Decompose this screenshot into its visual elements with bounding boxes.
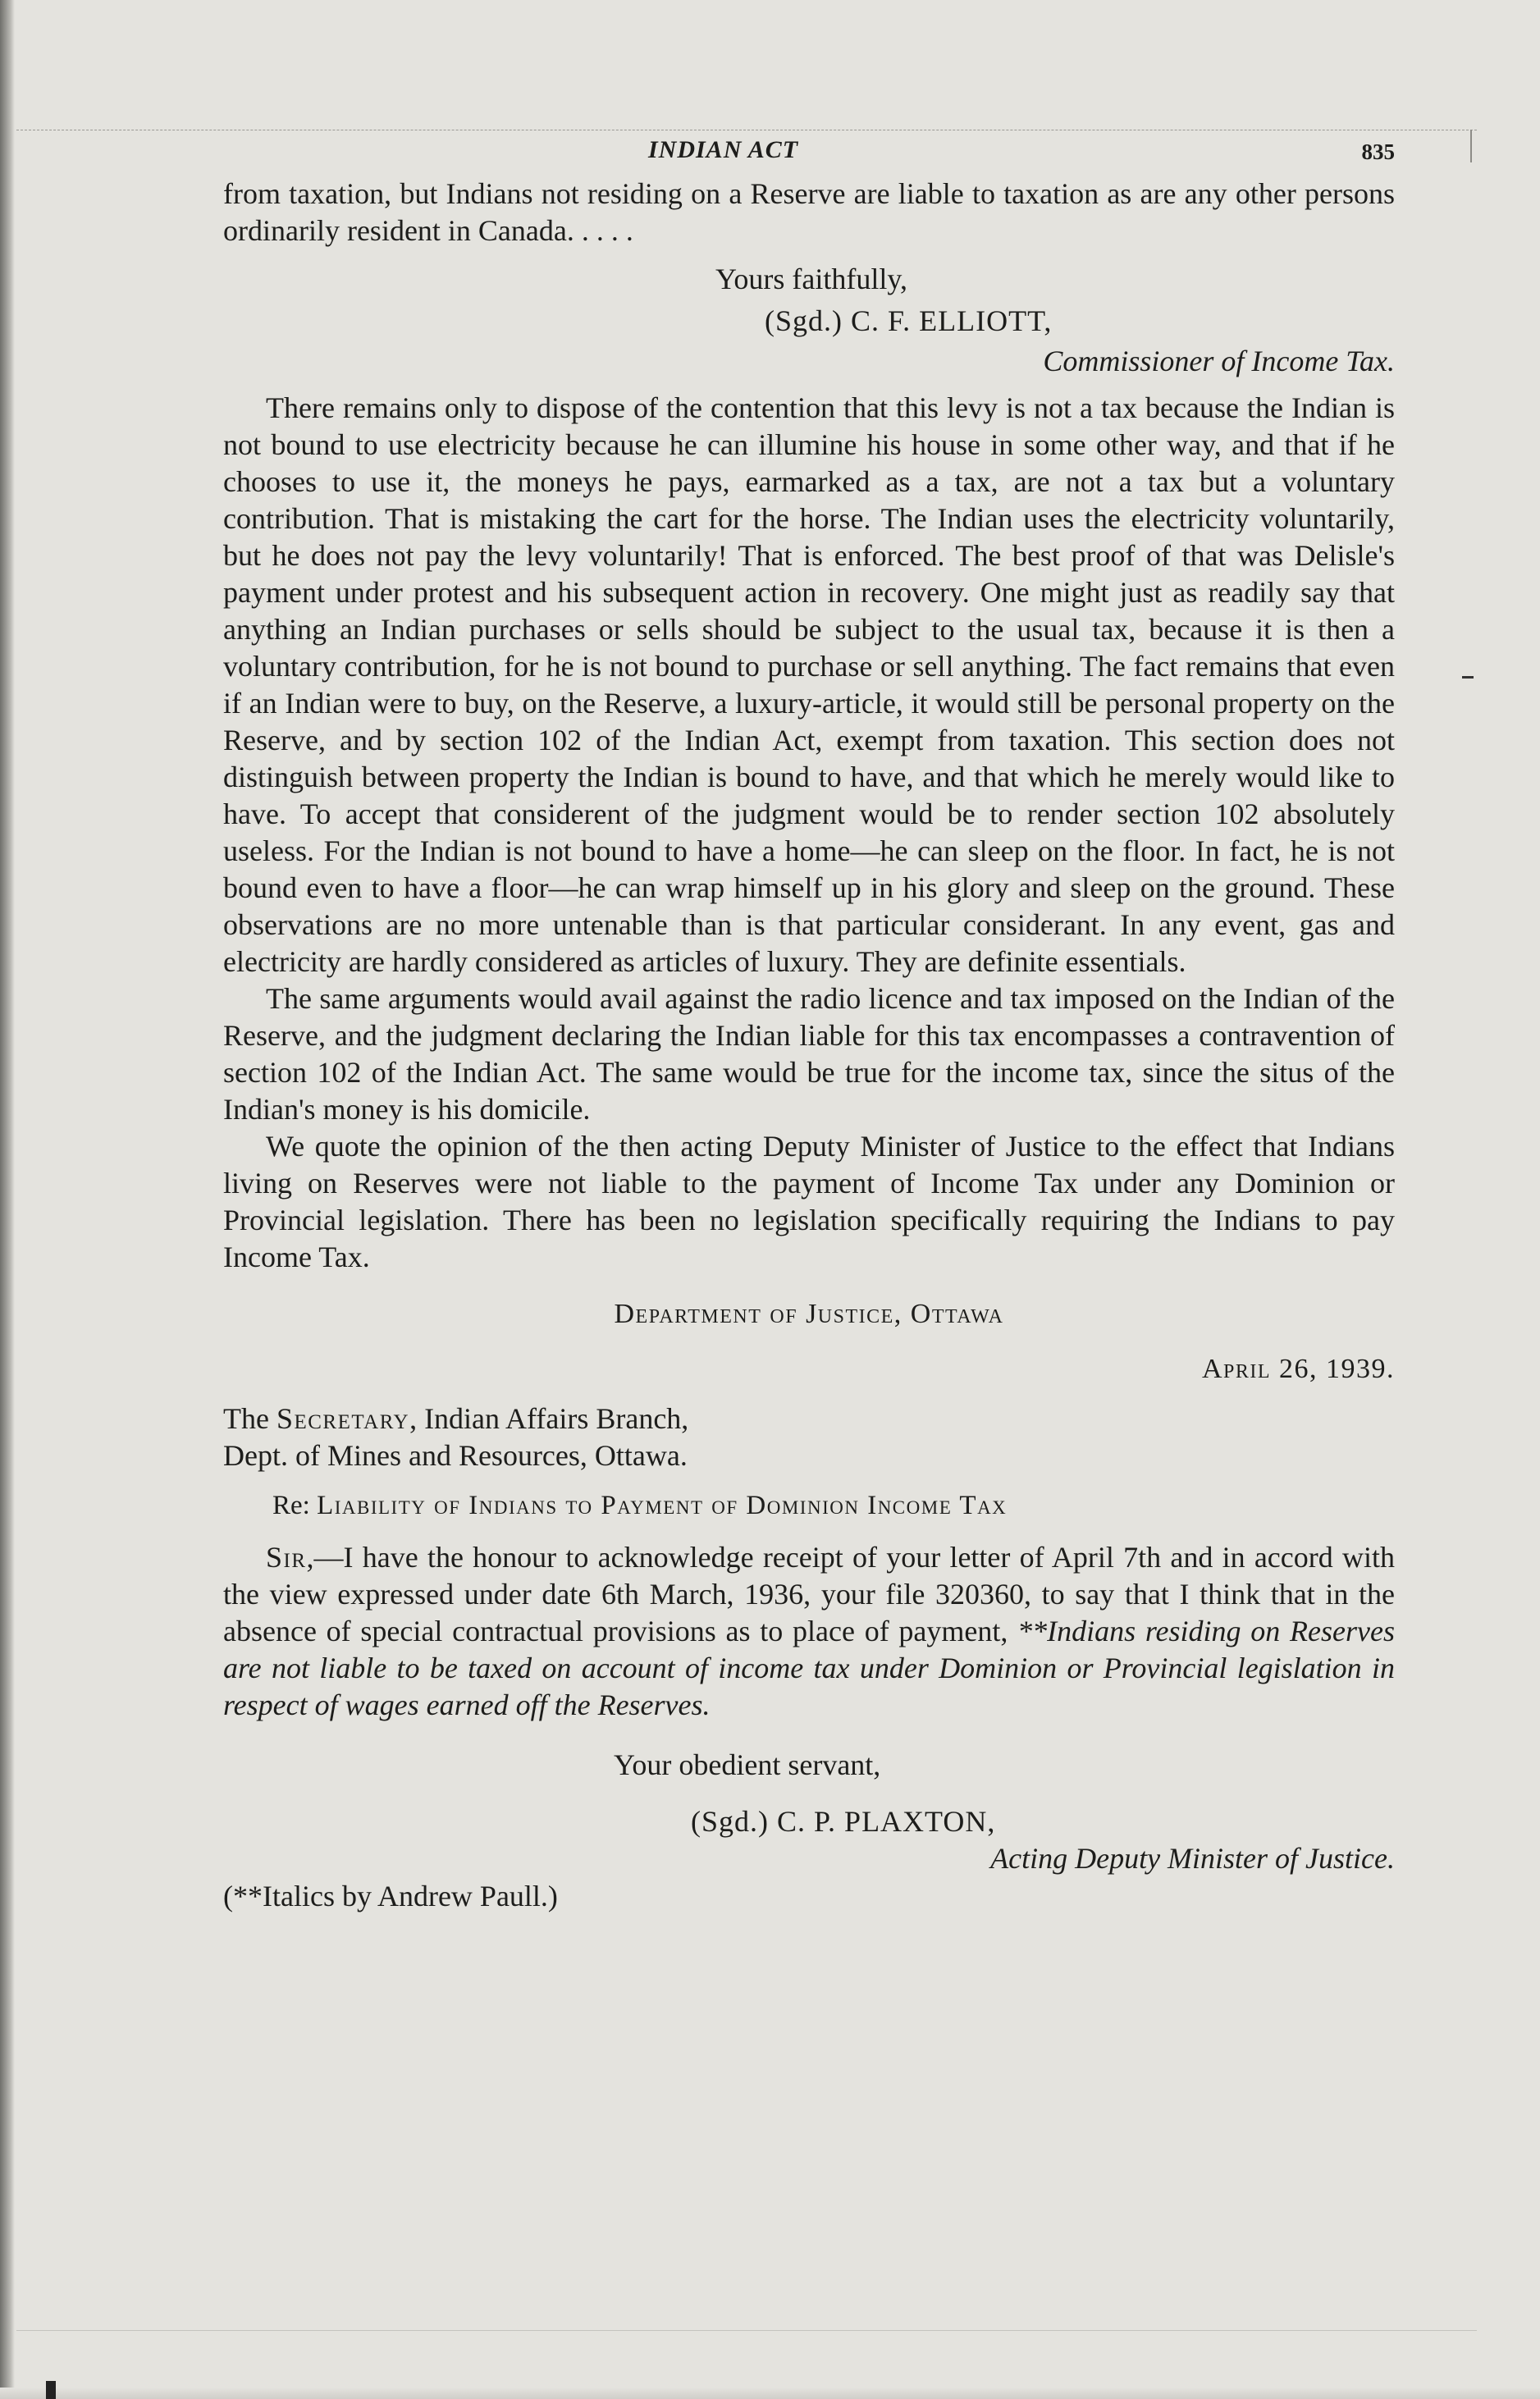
letter2-date: April 26, 1939. [1201, 1354, 1395, 1384]
letter1-closing: Yours faithfully, [715, 263, 908, 295]
letter1-signer-title: Commissioner of Income Tax. [1043, 345, 1395, 377]
footer-rule [16, 2330, 1477, 2331]
running-header [223, 131, 1395, 172]
body-paragraph: We quote the opinion of the then acting Deputy Minister of Justice to the effect that Indians living on Reserves were not liable to the payment of Income Tax under any Dominion or Provincial legislation. There has been no legislation specifically requiring the Indians to pay Income Tax. [223, 1130, 1395, 1273]
scan-mark [46, 2381, 56, 2399]
running-title: INDIAN ACT [648, 136, 799, 163]
letter2-signature: (Sgd.) C. P. PLAXTON, [691, 1805, 996, 1838]
scan-edge-left [0, 0, 15, 2399]
letter2-signer-title: Acting Deputy Minister of Justice. [990, 1842, 1395, 1875]
subject-text: Liability of Indians to Payment of Dominion Income Tax [317, 1491, 1008, 1520]
address-prefix: The [223, 1402, 276, 1435]
body-paragraph: There remains only to dispose of the contention that this levy is not a tax because the Indian is not bound to use electricity because he can illumine his house in some other way, and that if he chooses to use it, the moneys he pays, earmarked as a tax, are not a tax but a voluntary contribution. That is mistaking the cart for the horse. The Indian uses the electricity voluntarily, but he does not pay the levy voluntarily! That is enforced. The best proof of that was Delisle's payment under protest and his subsequent action in recovery. One might just as readily say that anything an Indian purchases or sells should be subject to the usual tax, because it is then a voluntary contribution, for he is not bound to purchase or sell anything. The fact remains that even if an Indian were to buy, on the Reserve, a luxury-article, it would still be personal property on the Reserve, and by section 102 of the Indian Act, exempt from taxation. This section does not distinguish between property the Indian is bound to have, and that which he merely would like to have. To accept that considerent of the judgment would be to render section 102 absolutely useless. For the Indian is not bound to have a home—he can sleep on the floor. In fact, he is not bound even to have a floor—he can wrap himself up in his glory and sleep on the ground. These observations are no more untenable than is that particular considerant. In any event, gas and electricity are hardly considered as articles of luxury. They are definite essentials. [223, 391, 1395, 978]
letter2-closing: Your obedient servant, [614, 1748, 881, 1781]
document-page [223, 131, 1395, 1916]
scan-edge-bottom [0, 2388, 1540, 2399]
letter2-body-text: ,—I have the honour to acknowledge receipt of your letter of April 7th and in accord with the view expressed under date 6th March, 1936, your file 320360, to say that I think that in the absence of special contractual provisions as to place of payment, [223, 1541, 1395, 1647]
letter2-emphasis: **Indians residing on Reserves are not liable to be taxed on account of income tax under Dominion or Provincial legislation in respect of wages earned off the Reserves. [223, 1615, 1395, 1721]
opening-paragraph: from taxation, but Indians not residing on a Reserve are liable to taxation as are any other persons ordinarily resident in Canada. . . . . [223, 177, 1395, 247]
page-number: 835 [1361, 139, 1395, 164]
address-branch: , Indian Affairs Branch, [409, 1402, 689, 1435]
bottom-row [223, 1840, 1395, 1916]
letter1-signature: (Sgd.) C. F. ELLIOTT, [765, 304, 1053, 337]
address-line-2: Dept. of Mines and Resources, Ottawa. [223, 1439, 688, 1472]
letter2-department: Department of Justice, Ottawa [614, 1299, 1004, 1329]
margin-mark [1462, 676, 1474, 679]
letter2-body [223, 1539, 1395, 1724]
subject-prefix: Re: [272, 1491, 318, 1520]
salutation: Sir [266, 1541, 307, 1574]
letter2-subject [272, 1487, 1395, 1524]
address-line-1 [223, 1401, 1395, 1437]
body-paragraph: The same arguments would avail against the radio licence and tax imposed on the Indian of the Reserve, and the judgment declaring the Indian liable for this tax encompasses a contravention of section 102 of the Indian Act. The same would be true for the income tax, since the situs of the Indian's money is his domicile. [223, 982, 1395, 1126]
header-rule-tick [1470, 130, 1472, 162]
footnote: (**Italics by Andrew Paull.) [223, 1880, 558, 1912]
letter2-address [223, 1401, 1395, 1474]
address-recipient: Secretary [276, 1402, 410, 1435]
